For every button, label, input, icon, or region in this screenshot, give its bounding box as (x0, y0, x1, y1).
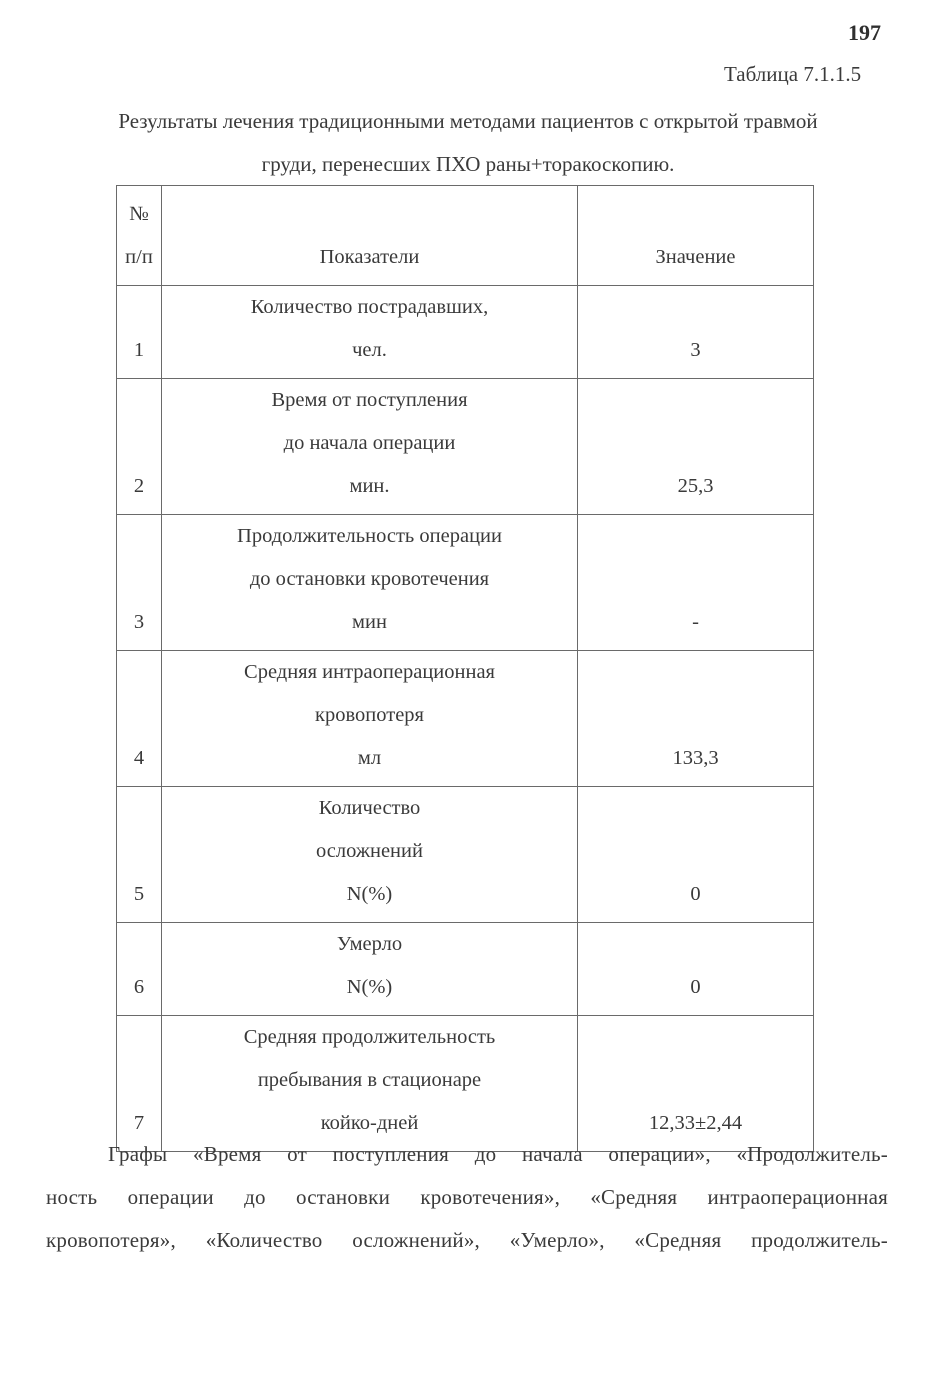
row-indicator (162, 923, 578, 1016)
results-table (116, 185, 814, 1152)
table-label: Таблица 7.1.1.5 (724, 62, 862, 86)
row-number: 3 (117, 515, 162, 651)
body-paragraph (46, 1133, 888, 1262)
indicator-line: Продолжительность операции (237, 525, 502, 547)
table-row (117, 651, 814, 787)
indicator-line: N(%) (346, 976, 393, 998)
row-value: 12,33±2,44 (578, 1016, 814, 1152)
row-indicator (162, 515, 578, 651)
row-number: 1 (117, 286, 162, 379)
table-row (117, 787, 814, 923)
table-row (117, 379, 814, 515)
indicator-line: мин (352, 611, 387, 633)
indicator-line: койко-дней (320, 1112, 419, 1134)
header-indicator: Показатели (162, 186, 578, 286)
row-number: 4 (117, 651, 162, 787)
indicator-line: Количество (318, 797, 421, 819)
indicator-line: Средняя интраоперационная (244, 661, 495, 683)
row-indicator (162, 379, 578, 515)
table-caption (40, 100, 896, 186)
body-line-3: кровопотеря», «Количество осложнений», «Умерло», «Средняя продолжитель- (46, 1228, 888, 1252)
indicator-line: пребывания в стационаре (257, 1069, 482, 1091)
table-header-row (117, 186, 814, 286)
table-row (117, 1016, 814, 1152)
row-value: 25,3 (578, 379, 814, 515)
body-line-1: Графы «Время от поступления до начала операции», «Продолжитель- (108, 1142, 888, 1166)
page-number: 197 (848, 20, 881, 45)
indicator-line: до начала операции (283, 432, 456, 454)
table-row (117, 286, 814, 379)
header-number-line-2: п/п (125, 246, 153, 268)
indicator-line: Средняя продолжительность (243, 1026, 496, 1048)
indicator-line: кровопотеря (315, 704, 424, 726)
row-value: 3 (578, 286, 814, 379)
row-number: 6 (117, 923, 162, 1016)
table-row (117, 515, 814, 651)
row-number: 5 (117, 787, 162, 923)
row-indicator (162, 651, 578, 787)
body-line-2: ность операции до остановки кровотечения», «Средняя интраоперационная (46, 1185, 888, 1209)
row-number: 2 (117, 379, 162, 515)
row-value: 0 (578, 787, 814, 923)
row-value: 133,3 (578, 651, 814, 787)
indicator-line: мл (357, 747, 382, 769)
row-indicator (162, 787, 578, 923)
indicator-line: N(%) (346, 883, 393, 905)
header-value: Значение (578, 186, 814, 286)
indicator-line: чел. (352, 339, 387, 361)
indicator-line: Умерло (336, 933, 403, 955)
indicator-line: Количество пострадавших, (250, 296, 489, 318)
table-row (117, 923, 814, 1016)
header-number-line-1: № (129, 203, 149, 225)
caption-line-2: груди, перенесших ПХО раны+торакоскопию. (261, 152, 675, 176)
row-indicator (162, 286, 578, 379)
header-number (117, 186, 162, 286)
row-number: 7 (117, 1016, 162, 1152)
indicator-line: мин. (349, 475, 390, 497)
indicator-line: Время от поступления (271, 389, 468, 411)
indicator-line: до остановки кровотечения (249, 568, 490, 590)
caption-line-1: Результаты лечения традиционными методами пациентов с открытой травмой (118, 109, 818, 133)
row-indicator (162, 1016, 578, 1152)
row-value: - (578, 515, 814, 651)
indicator-line: осложнений (316, 840, 423, 862)
row-value: 0 (578, 923, 814, 1016)
